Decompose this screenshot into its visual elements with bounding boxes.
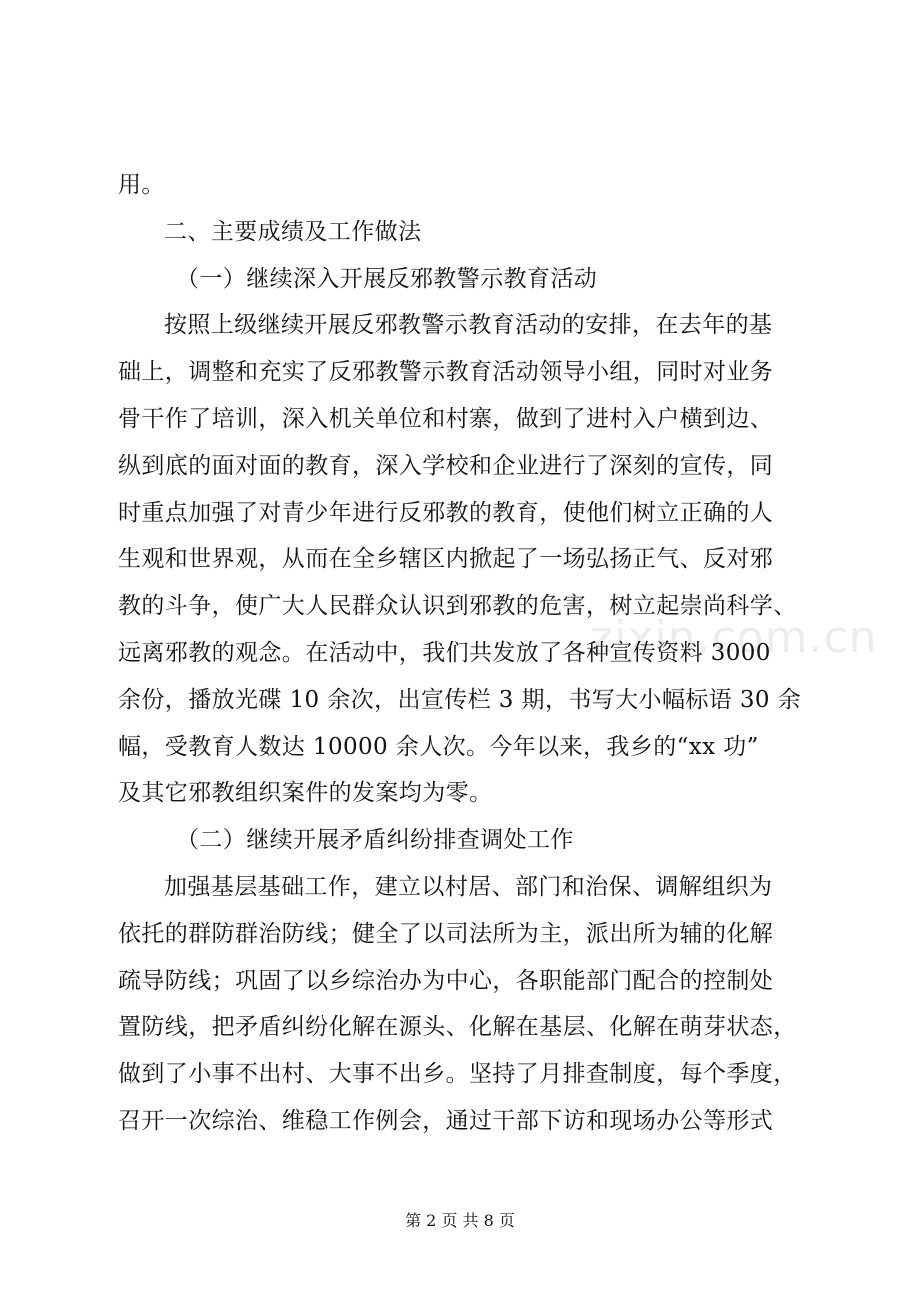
paragraph-line: 做到了小事不出村、大事不出乡。坚持了月排查制度，每个季度， <box>118 1061 797 1088</box>
paragraph-line: 及其它邪教组织案件的发案均为零。 <box>118 780 493 807</box>
paragraph-line: 召开一次综治、维稳工作例会，通过干部下访和现场办公等形式 <box>118 1107 774 1134</box>
paragraph-line: 远离邪教的观念。在活动中，我们共发放了各种宣传资料 3000 <box>118 639 771 666</box>
paragraph-line: 用。 <box>118 172 165 198</box>
subsection-heading: （二）继续开展矛盾纠纷排查调处工作 <box>176 827 574 854</box>
subsection-heading: （一）继续深入开展反邪教警示教育活动 <box>176 265 598 292</box>
paragraph-line: 置防线，把矛盾纠纷化解在源头、化解在基层、化解在萌芽状态， <box>118 1014 797 1041</box>
paragraph-line: 教的斗争，使广大人民群众认识到邪教的危害，树立起崇尚科学、 <box>118 593 797 620</box>
paragraph-line: 纵到底的面对面的教育，深入学校和企业进行了深刻的宣传，同 <box>118 452 774 479</box>
paragraph-line: 幅，受教育人数达 10000 余人次。今年以来，我乡的“xx 功” <box>118 733 759 760</box>
paragraph-line: 时重点加强了对青少年进行反邪教的教育，使他们树立正确的人 <box>118 499 774 526</box>
page-footer: 第 2 页 共 8 页 <box>405 1211 515 1230</box>
paragraph-line: 余份，播放光碟 10 余次，出宣传栏 3 期，书写大小幅标语 30 余 <box>118 686 802 713</box>
paragraph-line: 生观和世界观，从而在全乡辖区内掀起了一场弘扬正气、反对邪 <box>118 546 774 573</box>
paragraph-line: 础上，调整和充实了反邪教警示教育活动领导小组，同时对业务 <box>118 359 774 386</box>
paragraph-line: 依托的群防群治防线；健全了以司法所为主，派出所为辅的化解 <box>118 920 774 947</box>
section-heading: 二、主要成绩及工作做法 <box>164 218 422 245</box>
document-body <box>118 162 808 1145</box>
paragraph-line: 按照上级继续开展反邪教警示教育活动的安排，在去年的基 <box>164 312 773 339</box>
paragraph-line: 加强基层基础工作，建立以村居、部门和治保、调解组织为 <box>164 873 773 900</box>
paragraph-line: 骨干作了培训，深入机关单位和村寨，做到了进村入户横到边、 <box>118 405 774 432</box>
watermark: zixin.com.cn <box>590 612 878 663</box>
paragraph-line: 疏导防线；巩固了以乡综治办为中心，各职能部门配合的控制处 <box>118 967 774 994</box>
